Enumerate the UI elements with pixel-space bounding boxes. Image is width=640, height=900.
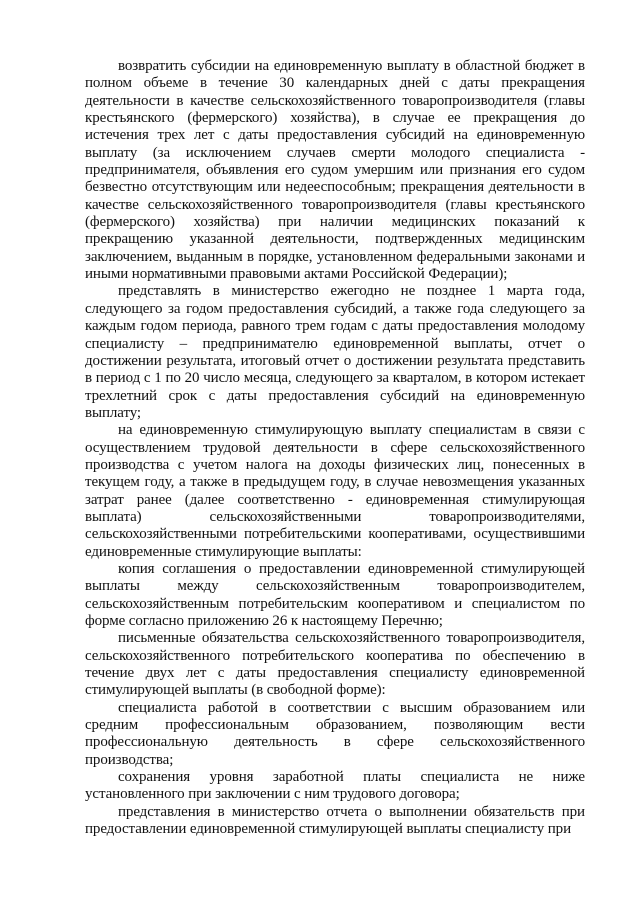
paragraph-annual-report: представлять в министерство ежегодно не позднее 1 марта года, следующего за годом предоставления субсидий, а также года следующего за каждым годом периода, равного трем годам с даты предоставления молодому специалисту – предпринимателю единовременной выплаты, отчет о достижении результата, итоговый отчет о достижении результата представить в период с 1 по 20 число месяца, следующего за кварталом, в котором истекает трехлетний срок с даты предоставления субсидий на единовременную выплату; bbox=[85, 283, 585, 421]
paragraph-salary-level: сохранения уровня заработной платы специалиста не ниже установленного при заключении с ним трудового договора; bbox=[85, 769, 585, 803]
paragraph-written-obligations: письменные обязательства сельскохозяйственного товаропроизводителя, сельскохозяйственного потребительского кооператива по обеспечению в течение двух лет с даты предоставления специалисту единовременной стимулирующей выплаты (в свободной форме): bbox=[85, 630, 585, 699]
paragraph-specialist-employment: специалиста работой в соответствии с высшим образованием или средним профессиональным образованием, позволяющим вести профессиональную деятельность в сфере сельскохозяйственного производства; bbox=[85, 699, 585, 768]
paragraph-ministry-report: представления в министерство отчета о выполнении обязательств при предоставлении единовременной стимулирующей выплаты специалисту при bbox=[85, 803, 585, 838]
paragraph-agreement-copy: копия соглашения о предоставлении единовременной стимулирующей выплаты между сельскохозяйственным товаропроизводителем, сельскохозяйственным потребительским кооперативом и специалистом по форме согласно приложению 26 к настоящему Перечню; bbox=[85, 560, 585, 629]
paragraph-stimulating-payment: на единовременную стимулирующую выплату специалистам в связи с осуществлением трудовой деятельности в сфере сельскохозяйственного производства с учетом налога на доходы физических лиц, понесенных в текущем году, а также в предыдущем году, в случае невозмещения указанных затрат ранее (далее соответственно - единовременная стимулирующая выплата) сельскохозяйственными товаропроизводителями, сельскохозяйственными потребительскими кооперативами, осуществившими единовременные стимулирующие выплаты: bbox=[85, 422, 585, 560]
document-page bbox=[85, 58, 585, 838]
paragraph-subsidy-return: возвратить субсидии на единовременную выплату в областной бюджет в полном объеме в течение 30 календарных дней с даты прекращения деятельности в качестве сельскохозяйственного товаропроизводителя (главы крестьянского (фермерского) хозяйства), в случае ее прекращения до истечения трех лет с даты предоставления субсидий на единовременную выплату (за исключением случаев смерти молодого специалиста - предпринимателя, объявления его судом умершим или признания его судом безвестно отсутствующим или недееспособным; прекращения деятельности в качестве сельскохозяйственного товаропроизводителя (главы крестьянского (фермерского) хозяйства) при наличии медицинских показаний к прекращению указанной деятельности, подтвержденных медицинским заключением, выданным в порядке, установленном федеральными законами и иными нормативными правовыми актами Российской Федерации); bbox=[85, 58, 585, 283]
